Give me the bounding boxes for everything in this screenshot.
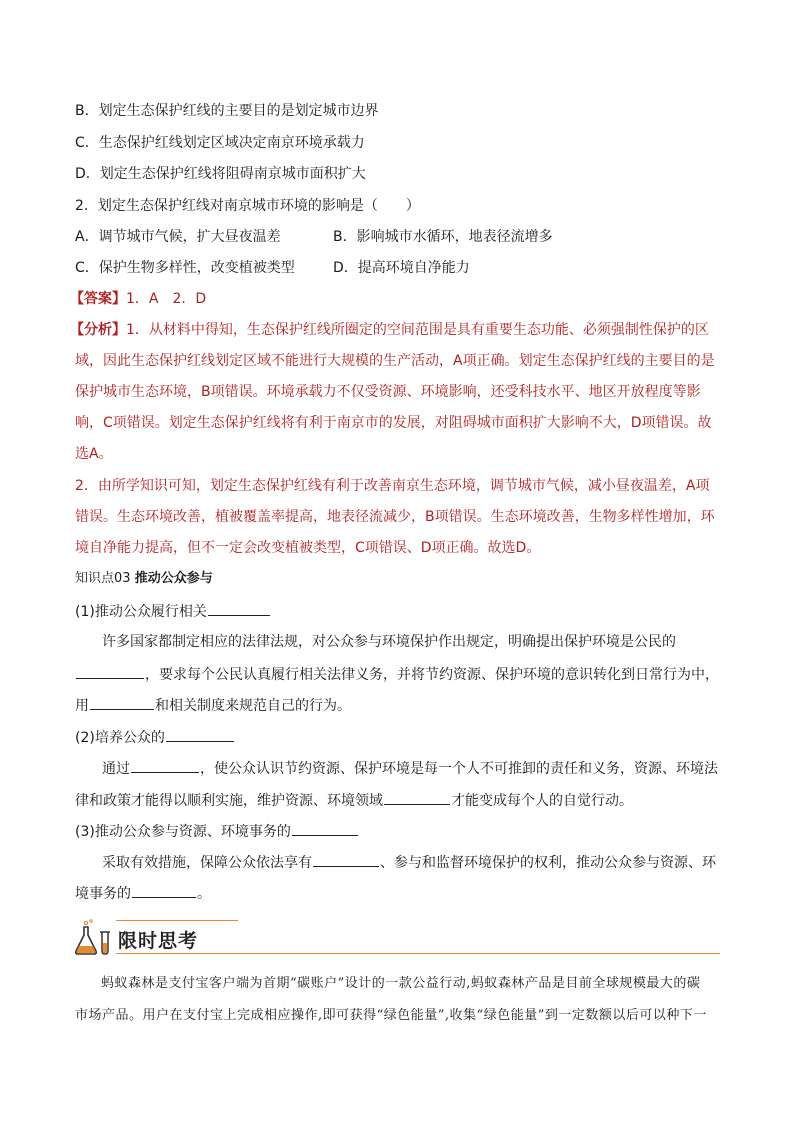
material-line-2: 市场产品。用户在支付宝上完成相应操作,即可获得“绿色能量”,收集“绿色能量”到一定数额以后可以种下一 — [75, 1008, 707, 1023]
fill-blank[interactable] — [76, 664, 144, 679]
q2-options-row1 — [75, 228, 635, 246]
analysis-line-8: 境自净能力提高，但不一定会改变植被类型，C项错误、D项正确。故选D。 — [75, 540, 541, 556]
flask-icon — [72, 918, 114, 956]
q2-stem: 2．划定生态保护红线对南京城市环境的影响是（ ） — [75, 198, 420, 214]
knowledge-title: 推动公众参与 — [134, 571, 213, 586]
analysis-line-7: 错误。生态环境改善，植被覆盖率提高，地表径流减少，B项错误。生态环境改善，生物多样性增加，环 — [75, 509, 715, 525]
fill-blank[interactable] — [132, 883, 196, 898]
fill-blank[interactable] — [166, 727, 234, 742]
para2-line-1: 通过 ，使公众认识节约资源、保护环境是每一个人不可推卸的责任和义务，资源、环境法 — [102, 758, 718, 778]
q2-options-row2 — [75, 259, 635, 277]
para3-line-1: 采取有效措施，保障公众依法享有 、参与和监督环境保护的权利，推动公众参与资源、环 — [102, 852, 716, 872]
fill-blank[interactable] — [208, 601, 270, 616]
section-title: 限时思考 — [118, 930, 199, 952]
fill-blank[interactable] — [384, 790, 450, 805]
knowledge-prefix: 知识点03 — [75, 571, 131, 586]
analysis-line-3: 保护城市生态环境，B项错误。环境承载力不仅受资源、环境影响，还受科技水平、地区开放程度等影 — [75, 384, 701, 400]
q2-option-c: C．保护生物多样性，改变植被类型 — [75, 260, 295, 276]
para1-line-3: 用 和相关制度来规范自己的行为。 — [75, 695, 351, 715]
q2-option-d: D．提高环境自净能力 — [333, 260, 470, 276]
analysis-line-2: 域，因此生态保护红线划定区域不能进行大规模的生产活动，A项正确。划定生态保护红线的主要目的是 — [75, 353, 715, 369]
material-line-1: 蚂蚁森林是支付宝客户端为首期“碳账户”设计的一款公益行动,蚂蚁森林产品是目前全球规模最大的碳 — [101, 976, 701, 991]
analysis-line-4: 响，C项错误。划定生态保护红线将有利于南京市的发展，对阻碍城市面积扩大影响不大，D项错误。故 — [75, 415, 712, 431]
analysis-line-1: 【分析】1．从材料中得知，生态保护红线所圈定的空间范围是具有重要生态功能、必须强制性保护的区 — [70, 322, 709, 338]
para3-line-2: 境事务的 。 — [75, 883, 211, 903]
q1-option-b: B．划定生态保护红线的主要目的是划定城市边界 — [75, 103, 379, 119]
section1-heading: (1)推动公众履行相关 — [75, 601, 271, 621]
q2-option-b: B．影响城市水循环，地表径流增多 — [333, 229, 553, 245]
fill-blank[interactable] — [313, 852, 379, 867]
fill-blank[interactable] — [90, 695, 154, 710]
section2-heading: (2)培养公众的 — [75, 727, 235, 747]
section3-heading: (3)推动公众参与资源、环境事务的 — [75, 821, 359, 841]
q1-option-c: C．生态保护红线划定区域决定南京环境承载力 — [75, 135, 365, 151]
knowledge-heading — [75, 570, 213, 588]
q2-option-a: A．调节城市气候，扩大昼夜温差 — [75, 229, 281, 245]
answer-line — [70, 290, 206, 308]
para1-line-1: 许多国家都制定相应的法律法规，对公众参与环境保护作出规定，明确提出保护环境是公民的 — [102, 634, 676, 650]
analysis-label: 【分析】 — [70, 322, 126, 338]
header-underline — [116, 953, 720, 954]
q1-option-d: D．划定生态保护红线将阻碍南京城市面积扩大 — [75, 166, 366, 182]
answer-text: 1．A 2．D — [126, 291, 207, 307]
para2-line-2: 律和政策才能得以顺利实施，维护资源、环境领域 才能变成每个人的自觉行动。 — [75, 790, 633, 810]
fill-blank[interactable] — [131, 758, 199, 773]
answer-label: 【答案】 — [70, 291, 126, 307]
section-header — [72, 918, 720, 956]
para1-line-2: ，要求每个公民认真履行相关法律义务，并将节约资源、保护环境的意识转化到日常行为中， — [75, 664, 719, 684]
fill-blank[interactable] — [292, 821, 358, 836]
analysis-line-6: 2．由所学知识可知，划定生态保护红线有利于改善南京生态环境，调节城市气候，减小昼夜温差，A项 — [75, 478, 710, 494]
analysis-line-5: 选A。 — [75, 446, 113, 462]
header-top-rule — [116, 920, 238, 921]
